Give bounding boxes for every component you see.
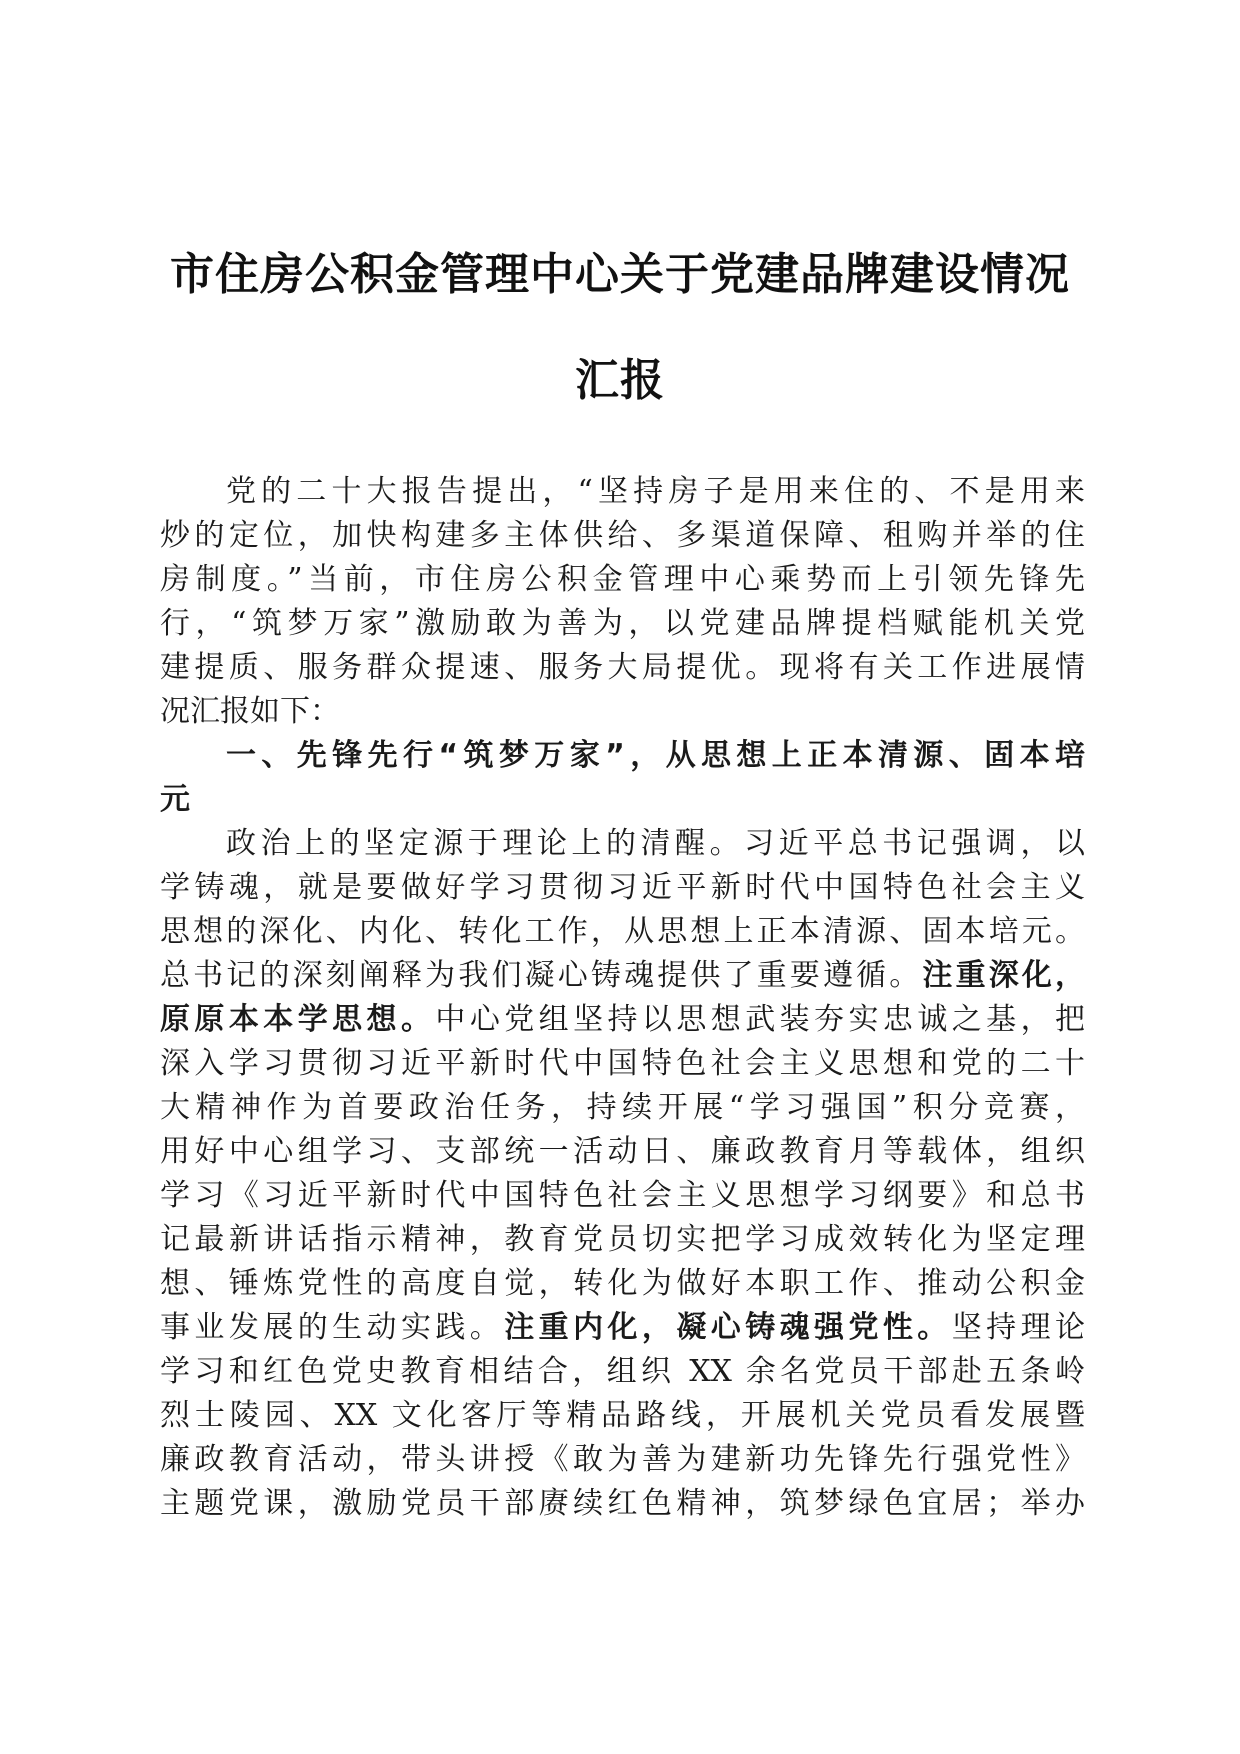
section-1-paragraph [160, 822, 1085, 1526]
paragraph-line: 学习和红色党史教育相结合，组织 XX 余名党员干部赴五条岭 [160, 1354, 1085, 1389]
intro-line: 行，“筑梦万家”激励敢为善为，以党建品牌提档赋能机关党 [160, 606, 1085, 641]
intro-line: 建提质、服务群众提速、服务大局提优。现将有关工作进展情 [160, 650, 1085, 685]
paragraph-text: 事业发展的生动实践。 [160, 1310, 505, 1345]
paragraph-line: 主题党课，激励党员干部赓续红色精神，筑梦绿色宜居；举办 [160, 1486, 1085, 1521]
paragraph-line: 用好中心组学习、支部统一活动日、廉政教育月等载体，组织 [160, 1134, 1085, 1169]
title-line-1: 市住房公积金管理中心关于党建品牌建设情况 [170, 249, 1070, 300]
document-title [150, 222, 1090, 434]
emphasis-text: 注重深化， [922, 958, 1086, 993]
paragraph-line: 大精神作为首要政治任务，持续开展“学习强国”积分竞赛， [160, 1090, 1085, 1125]
intro-line: 况汇报如下： [160, 694, 340, 729]
section-heading-line: 元 [160, 782, 190, 817]
emphasis-text: 原原本本学思想。 [160, 1002, 436, 1037]
paragraph-line: 烈士陵园、XX 文化客厅等精品路线，开展机关党员看发展暨 [160, 1398, 1085, 1433]
document-body [160, 470, 1085, 1526]
paragraph-line: 学习《习近平新时代中国特色社会主义思想学习纲要》和总书 [160, 1178, 1085, 1213]
intro-line: 房制度。”当前，市住房公积金管理中心乘势而上引领先锋先 [160, 562, 1085, 597]
section-heading-line: 一、先锋先行“筑梦万家”，从思想上正本清源、固本培 [226, 738, 1085, 773]
paragraph-line: 思想的深化、内化、转化工作，从思想上正本清源、固本培元。 [160, 914, 1085, 949]
paragraph-line: 记最新讲话指示精神，教育党员切实把学习成效转化为坚定理 [160, 1222, 1085, 1257]
paragraph-line [160, 1306, 1085, 1350]
intro-line: 党的二十大报告提出，“坚持房子是用来住的、不是用来 [226, 474, 1085, 509]
paragraph-line: 想、锤炼党性的高度自觉，转化为做好本职工作、推动公积金 [160, 1266, 1085, 1301]
paragraph-text: 坚持理论 [951, 1310, 1086, 1345]
paragraph-line [160, 954, 1085, 998]
paragraph-text: 总书记的深刻阐释为我们凝心铸魂提供了重要遵循。 [160, 958, 923, 993]
title-line-2: 汇报 [575, 355, 665, 406]
paragraph-line: 政治上的坚定源于理论上的清醒。习近平总书记强调，以 [226, 826, 1085, 861]
paragraph-line: 深入学习贯彻习近平新时代中国特色社会主义思想和党的二十 [160, 1046, 1085, 1081]
intro-line: 炒的定位，加快构建多主体供给、多渠道保障、租购并举的住 [160, 518, 1085, 553]
paragraph-text: 中心党组坚持以思想武装夯实忠诚之基，把 [435, 1002, 1086, 1037]
paragraph-line [160, 998, 1085, 1042]
paragraph-line: 学铸魂，就是要做好学习贯彻习近平新时代中国特色社会主义 [160, 870, 1085, 905]
section-1-heading [160, 734, 1085, 822]
paragraph-line: 廉政教育活动，带头讲授《敢为善为建新功先锋先行强党性》 [160, 1442, 1085, 1477]
intro-paragraph [160, 470, 1085, 734]
emphasis-text: 注重内化，凝心铸魂强党性。 [504, 1310, 952, 1345]
